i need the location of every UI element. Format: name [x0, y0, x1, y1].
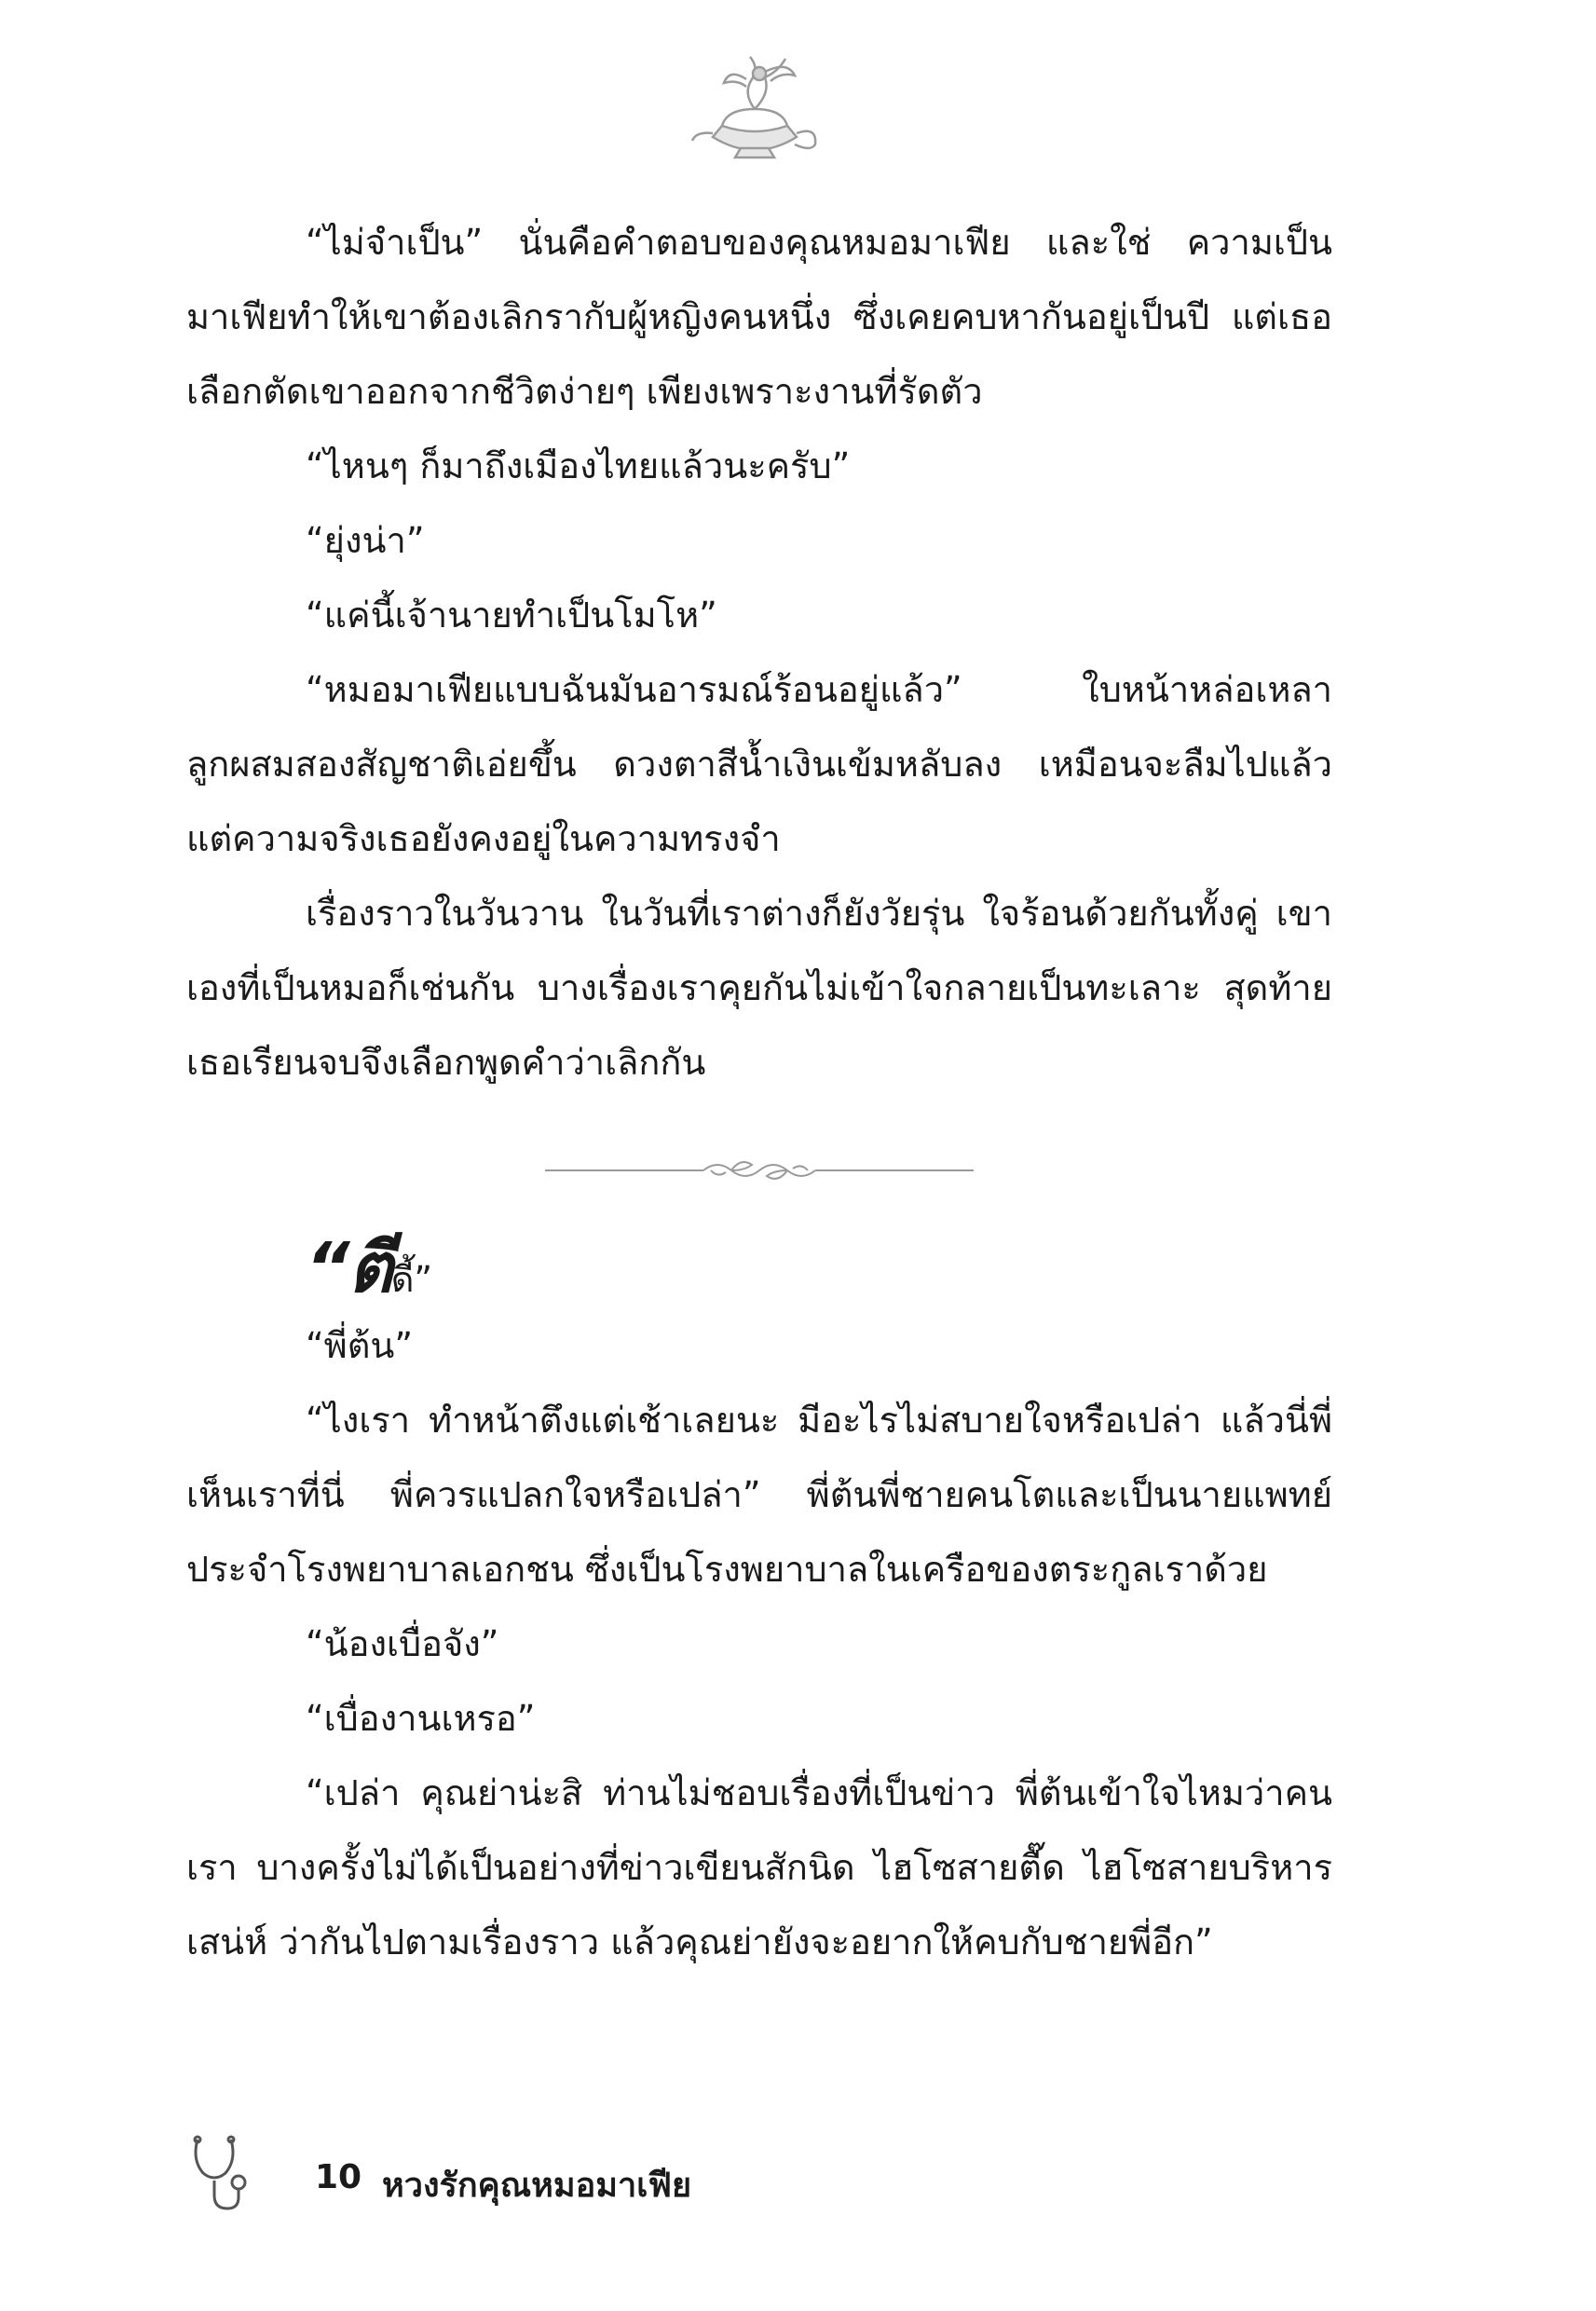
stethoscope-icon [186, 2132, 252, 2216]
dialogue-line: “ยุ่งน่า” [306, 520, 425, 561]
dropcap-line [186, 1228, 1332, 1308]
paragraph: “หมอมาเฟียแบบฉันมันอารมณ์ร้อนอยู่แล้ว” ใบหน้าหล่อเหลาลูกผสมสองสัญชาติเอ่ยขึ้น ดวงตาสีน้ำเงินเข้มหลับลง เหมือนจะลืมไปแล้ว แต่ความจริงเธอยังคงอยู่ในความทรงจำ [186, 669, 1332, 859]
dialogue-line: “น้องเบื่อจัง” [306, 1623, 499, 1664]
dropcap: “ตี [306, 1228, 391, 1308]
page-number: 10 [315, 2158, 362, 2196]
dialogue-line: “เบื่องานเหรอ” [306, 1698, 536, 1739]
dialogue-line: “แค่นี้เจ้านายทำเป็นโมโห” [306, 595, 717, 636]
body-text-top [186, 205, 1332, 1100]
paragraph: “ไงเรา ทำหน้าตึงแต่เช้าเลยนะ มีอะไรไม่สบายใจหรือเปล่า แล้วนี่พี่เห็นเราที่นี่ พี่ควรแปลกใจหรือเปล่า” พี่ต้นพี่ชายคนโตและเป็นนายแพทย์ประจำโรงพยาบาลเอกชน ซึ่งเป็นโรงพยาบาลในเครือของตระกูลเราด้วย [186, 1400, 1332, 1590]
flourish-divider-icon [545, 1152, 974, 1189]
dialogue-line: “ไหนๆ ก็มาถึงเมืองไทยแล้วนะครับ” [306, 445, 851, 486]
dialogue-line: “พี่ต้น” [306, 1325, 414, 1366]
paragraph: “เปล่า คุณย่าน่ะสิ ท่านไม่ชอบเรื่องที่เป็นข่าว พี่ต้นเข้าใจไหมว่าคนเรา บางครั้งไม่ได้เป็นอย่างที่ข่าวเขียนสักนิด ไฮโซสายตื๊ด ไฮโซสายบริหารเสน่ห์ ว่ากันไปตามเรื่องราว แล้วคุณย่ายังจะอยากให้คบกับชายพี่อีก” [186, 1772, 1332, 1962]
dropcap-rest: ดี้” [390, 1259, 433, 1300]
book-title: หวงรักคุณหมอมาเฟีย [382, 2167, 692, 2205]
paragraph: เรื่องราวในวันวาน ในวันที่เราต่างก็ยังวัยรุ่น ใจร้อนด้วยกันทั้งคู่ เขาเองที่เป็นหมอก็เช่นกัน บางเรื่องเราคุยกันไม่เข้าใจกลายเป็นทะเลาะ สุดท้ายเธอเรียนจบจึงเลือกพูดคำว่าเลิกกัน [186, 893, 1332, 1083]
page-footer [186, 2132, 1025, 2225]
body-text-bottom [186, 1228, 1332, 1979]
genie-lamp-icon [685, 51, 825, 163]
paragraph: “ไม่จำเป็น” นั่นคือคำตอบของคุณหมอมาเฟีย และใช่ ความเป็นมาเฟียทำให้เขาต้องเลิกรากับผู้หญิงคนหนึ่ง ซึ่งเคยคบหากันอยู่เป็นปี แต่เธอเลือกตัดเขาออกจากชีวิตง่ายๆ เพียงเพราะงานที่รัดตัว [186, 222, 1332, 412]
